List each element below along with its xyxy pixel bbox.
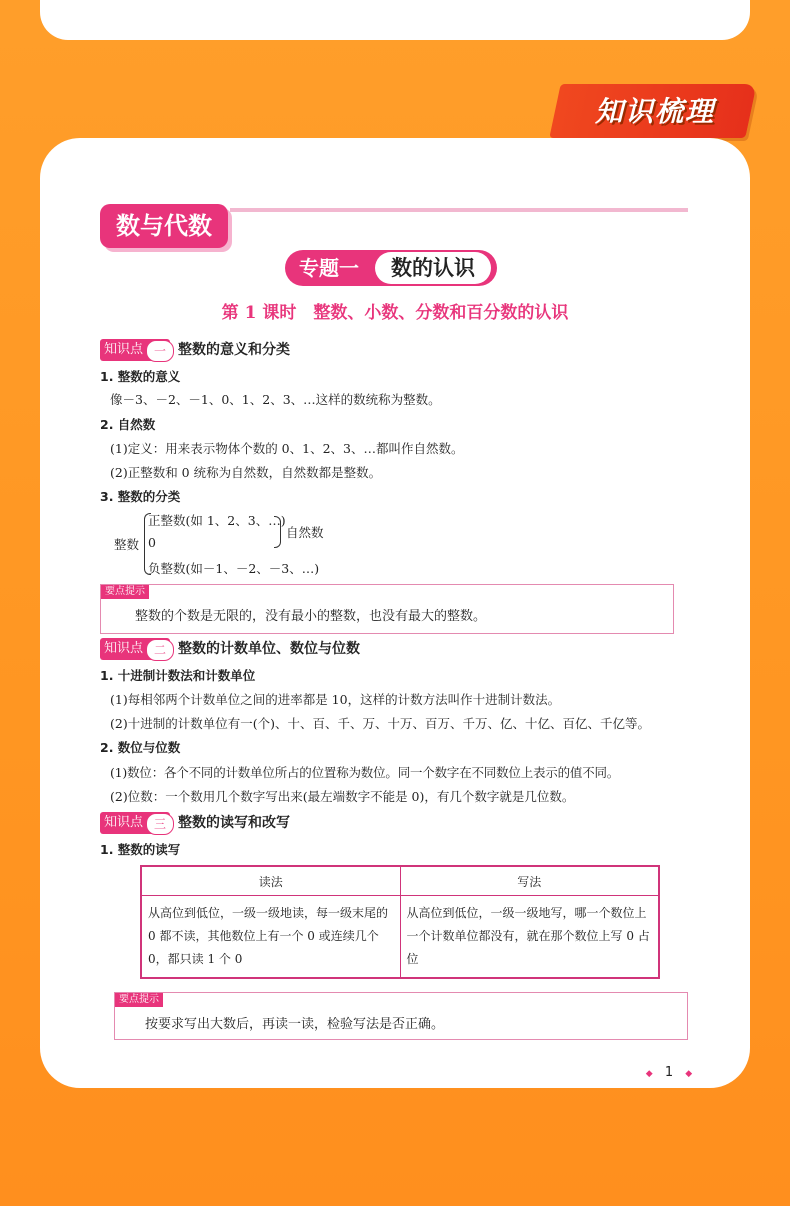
content-card — [40, 138, 750, 1088]
read-write-table — [140, 865, 660, 979]
topic-pill — [285, 250, 497, 286]
kp-badge: 知识点 — [100, 812, 170, 834]
paragraph: (2)十进制的计数单位有一(个)、十、百、千、万、十万、百万、千万、亿、十亿、百亿、千亿等。 — [110, 716, 650, 731]
class-root: 整数 — [114, 537, 140, 552]
diamond-icon: ◆ — [685, 1069, 693, 1079]
kp-title: 整数的读写和改写 — [178, 815, 290, 831]
section-tab: 数与代数 — [100, 204, 228, 248]
paragraph: (1)数位：各个不同的计数单位所占的位置称为数位。同一个数字在不同数位上表示的值不同。 — [110, 765, 620, 780]
tip-label: 要点提示 — [115, 993, 163, 1007]
paragraph: 像－3、－2、－1、0、1、2、3、…这样的数统称为整数。 — [110, 392, 441, 407]
page-number-text: 1 — [664, 1065, 674, 1080]
topic-prefix: 专题一 — [299, 256, 359, 280]
heading: 2. 自然数 — [100, 417, 156, 432]
right-brace — [274, 516, 281, 548]
class-positive: 正整数(如 1、2、3、…) — [148, 513, 286, 528]
table-cell: 从高位到低位，一级一级地写，哪一个数位上一个计数单位都没有，就在那个数位上写 0 占位 — [400, 896, 659, 979]
kp-number: 三 — [146, 813, 174, 835]
page-number — [645, 1063, 693, 1083]
paragraph: (1)每相邻两个计数单位之间的进率都是 10，这样的计数方法叫作十进制计数法。 — [110, 692, 561, 707]
table-header: 写法 — [400, 866, 659, 896]
paragraph: (2)正整数和 0 统称为自然数，自然数都是整数。 — [110, 465, 382, 480]
table-header: 读法 — [141, 866, 400, 896]
section-divider — [230, 208, 688, 212]
lesson-title: 第 1 课时 整数、小数、分数和百分数的认识 — [221, 303, 569, 323]
tip-text: 整数的个数是无限的，没有最小的整数，也没有最大的整数。 — [135, 609, 487, 624]
heading: 2. 数位与位数 — [100, 740, 181, 755]
heading: 1. 整数的意义 — [100, 369, 181, 384]
kp-badge: 知识点 — [100, 638, 170, 660]
kp-title: 整数的计数单位、数位与位数 — [178, 641, 360, 657]
heading: 3. 整数的分类 — [100, 489, 181, 504]
heading: 1. 整数的读写 — [100, 842, 181, 857]
tip-box — [100, 584, 674, 634]
heading: 1. 十进制计数法和计数单位 — [100, 668, 256, 683]
top-card — [40, 0, 750, 40]
class-zero: 0 — [148, 535, 156, 550]
diamond-icon: ◆ — [645, 1069, 653, 1079]
table-row — [141, 896, 659, 979]
banner-title: 知识梳理 — [594, 95, 715, 128]
table-cell: 从高位到低位，一级一级地读，每一级末尾的 0 都不读，其他数位上有一个 0 或连续几个 0，都只读 1 个 0 — [141, 896, 400, 979]
class-natural: 自然数 — [286, 525, 324, 540]
table-header-row — [141, 866, 659, 896]
class-negative: 负整数(如－1、－2、－3、…) — [148, 561, 320, 576]
kp-badge: 知识点 — [100, 339, 170, 361]
tip-label: 要点提示 — [101, 585, 149, 599]
tip-box — [114, 992, 688, 1040]
kp-number: 一 — [146, 340, 174, 362]
topic-title: 数的认识 — [375, 252, 491, 284]
paragraph: (1)定义：用来表示物体个数的 0、1、2、3、…都叫作自然数。 — [110, 441, 464, 456]
kp-title: 整数的意义和分类 — [178, 342, 290, 358]
kp-number: 二 — [146, 639, 174, 661]
tip-text: 按要求写出大数后，再读一读，检验写法是否正确。 — [145, 1017, 445, 1032]
paragraph: (2)位数：一个数用几个数字写出来(最左端数字不能是 0)，有几个数字就是几位数。 — [110, 789, 575, 804]
